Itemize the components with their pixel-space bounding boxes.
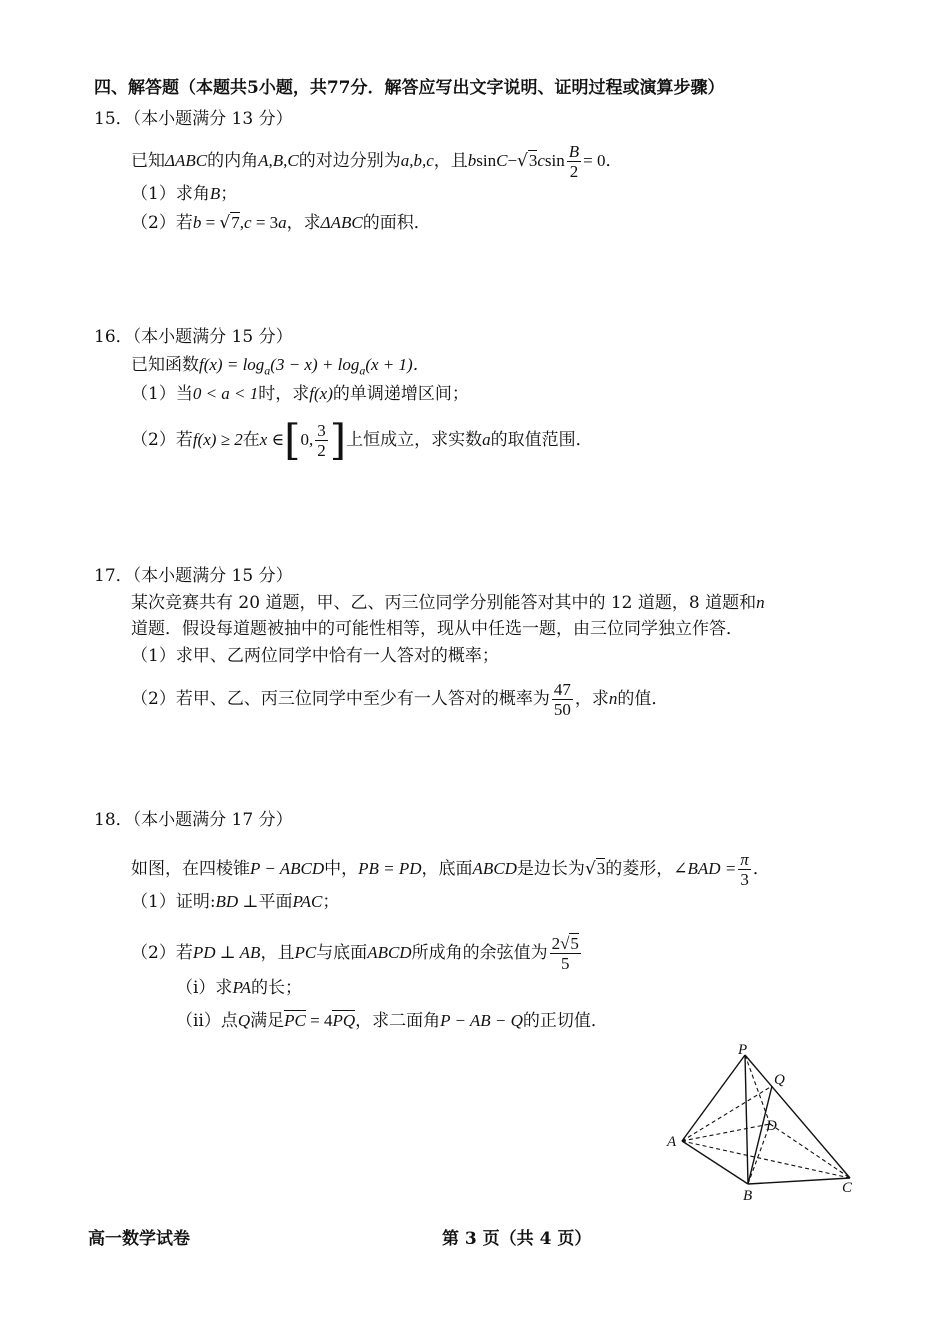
label-d: D [766,1118,777,1134]
q16-part2: （2）若f(x) ≥ 2在x ∈[0, $\frac{3}{2}$ ]上恒成立，求实数a的取值范围． [131,415,593,465]
q17-line2: 道题．假设每道题被抽中的可能性相等，现从中任选一题，由三位同学独立作答． [131,619,743,639]
page-number: 第 3 页（共 4 页） [442,1229,592,1249]
q17-part2: （2）若甲、乙、丙三位同学中至少有一人答对的概率为 $\frac{47}{50}$ ，求n的值． [131,680,669,719]
pyramid-figure [660,1040,870,1205]
edge-ab [682,1141,748,1184]
fraction: $\frac{B}{2}$ [568,142,580,181]
q18-sub1: （ⅰ）求PA的长； [176,978,303,998]
q15-part2: （2）若b = √7,c = 3a，求ΔABC的面积． [131,213,431,233]
q16-stem: 已知函数$f(x) = \log_a(3 - x) + \log_a(x + 1)$． [131,355,430,378]
section-header: 四、解答题（本题共5小题，共77分．解答应写出文字说明、证明过程或演算步骤） [94,78,725,98]
q17-line1: 某次竞赛共有 20 道题，甲、乙、丙三位同学分别能答对其中的 12 道题，8 道题和n [131,593,765,613]
q18-sub2: （ⅱ）点Q满足PC = 4PQ，求二面角P − AB − Q的正切值． [176,1011,608,1031]
diag-ac [682,1141,850,1178]
label-b: B [743,1188,753,1204]
q18-part2: （2）若PD ⊥ AB，且PC与底面ABCD所成角的余弦值为 $\frac{2√5}{5}$ [131,934,579,973]
q18-part1: （1）证明:BD ⊥平面PAC； [131,892,340,912]
line-bq [748,1086,772,1184]
q18-stem: 如图，在四棱锥P − ABCD中，PB = PD，底面ABCD是边长为√3的菱形，∠BAD = $\frac{\pi}{3}$ ． [131,850,770,889]
fraction: $\frac{\pi}{3}$ [740,850,749,889]
footer-title: 高一数学试卷 [88,1229,190,1249]
fraction: $\frac{47}{50}$ [553,680,571,719]
q15-title: 15．（本小题满分 13 分） [94,109,293,129]
edge-pa [682,1055,745,1141]
label-q: Q [774,1072,785,1088]
q17-title: 17．（本小题满分 15 分） [94,566,293,586]
fraction: $\frac{2√5}{5}$ [551,934,579,973]
q18-title: 18．（本小题满分 17 分） [94,810,293,830]
label-p: P [738,1042,748,1058]
q15-stem: 已知ΔABC的内角A,B,C的对边分别为a,b,c，且bsinC−√3csin $\frac{B}{2}$ = 0． [131,142,623,181]
q16-title: 16．（本小题满分 15 分） [94,327,293,347]
label-c: C [842,1180,853,1196]
edge-bc [748,1178,850,1184]
q16-part1: （1）当0 < a < 1时，求f(x)的单调递增区间； [131,384,469,404]
edge-pb [745,1055,748,1184]
fraction: $\frac{3}{2}$ [317,421,326,460]
label-a: A [667,1134,677,1150]
edge-pc [745,1055,850,1178]
q17-part1: （1）求甲、乙两位同学中恰有一人答对的概率； [131,646,499,666]
q15-part1: （1）求角B； [131,184,238,204]
